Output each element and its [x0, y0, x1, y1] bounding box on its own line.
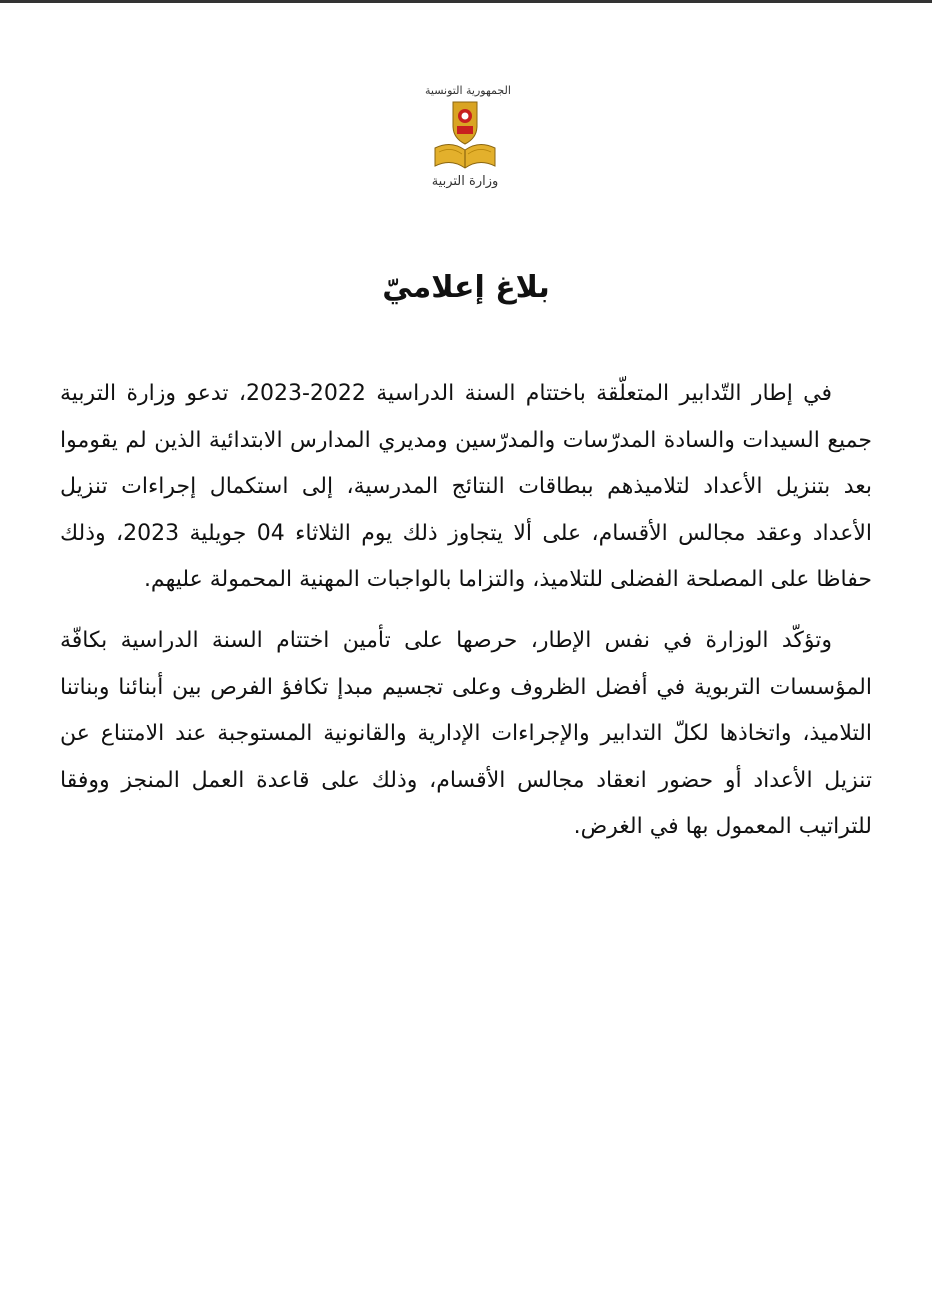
ministry-emblem — [425, 82, 511, 200]
emblem-ministry-label: وزارة التربية — [431, 174, 499, 189]
body-paragraph-2: وتؤكّد الوزارة في نفس الإطار، حرصها على تأمين اختتام السنة الدراسية بكافّة المؤسسات التربوية في أفضل الظروف وعلى تجسيم مبدإ تكافؤ الفرص بين أبنائنا وبناتنا التلاميذ، واتخاذها لكلّ التدابير والإجراءات الإدارية والقانونية المستوجبة عند الامتناع عن تنزيل الأعداد أو حضور انعقاد مجالس الأقسام، وذلك على قاعدة العمل المنجز ووفقا للتراتيب المعمول بها في الغرض. — [60, 628, 872, 839]
top-border-line — [0, 0, 932, 3]
emblem-country-label: الجمهورية التونسية — [425, 84, 511, 97]
book-crest-icon — [433, 100, 497, 172]
page-title: بلاغ إعلاميّ — [382, 270, 550, 305]
body-paragraph-1: في إطار التّدابير المتعلّقة باختتام السنة الدراسية 2022-2023، تدعو وزارة التربية جميع السيدات والسادة المدرّسات والمدرّسين ومديري المدارس الابتدائية الذين لم يقوموا بعد بتنزيل الأعداد لتلاميذهم ببطاقات النتائج المدرسية، إلى استكمال إجراءات تنزيل الأعداد وعقد مجالس الأقسام، على ألا يتجاوز ذلك يوم الثلاثاء 04 جويلية 2023، وذلك حفاظا على المصلحة الفضلى للتلاميذ، والتزاما بالواجبات المهنية المحمولة عليهم. — [60, 381, 872, 592]
